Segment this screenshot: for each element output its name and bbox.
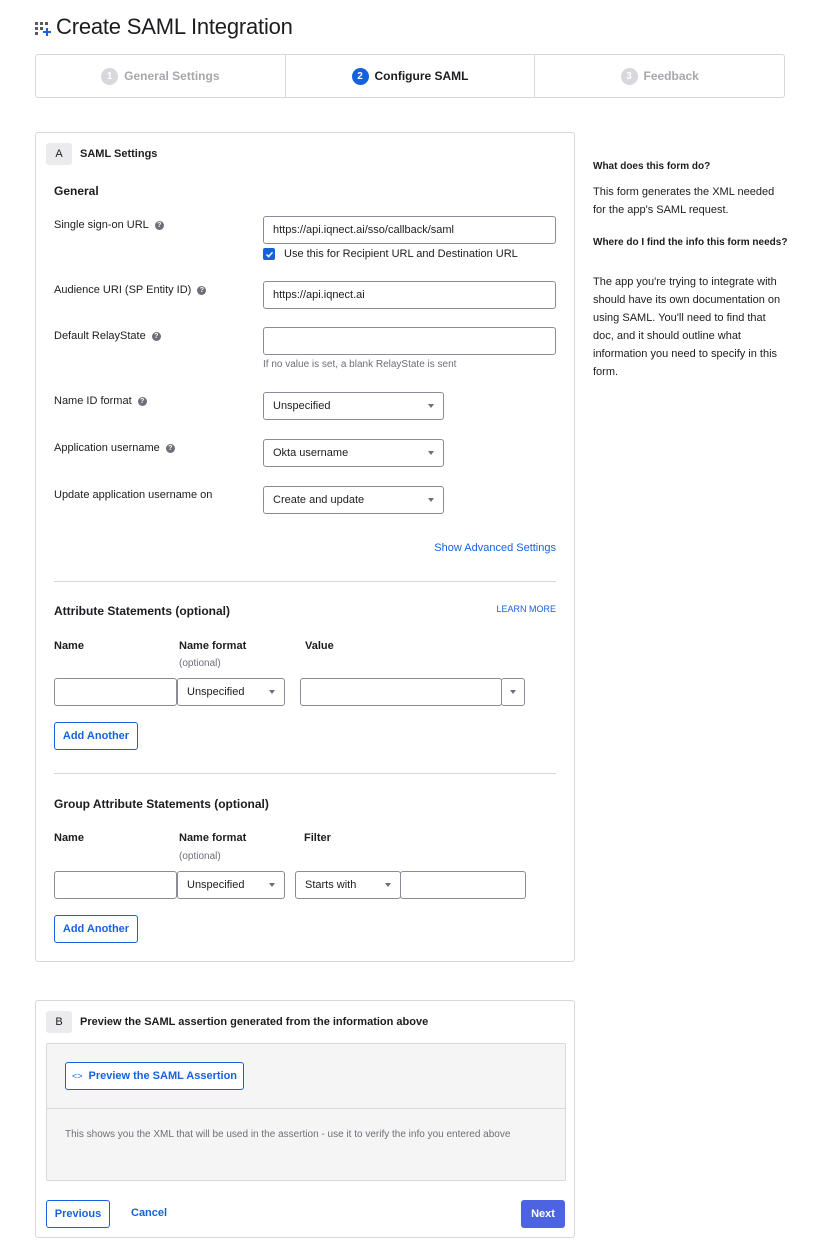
- attr-value-dropdown[interactable]: [501, 678, 525, 706]
- group-filter-value: Starts with: [305, 879, 357, 891]
- check-icon: [265, 250, 274, 259]
- audience-uri-input[interactable]: https://api.iqnect.ai: [263, 281, 556, 309]
- help-icon[interactable]: ?: [152, 332, 161, 341]
- attr-col-format: Name format: [179, 640, 247, 652]
- preview-description: This shows you the XML that will be used in the assertion - use it to verify the info you entered above: [65, 1129, 511, 1140]
- help-icon[interactable]: ?: [155, 221, 164, 230]
- group-col-filter: Filter: [304, 832, 331, 844]
- attr-col-value: Value: [305, 640, 334, 652]
- step-number: 1: [101, 68, 118, 85]
- chevron-down-icon: [269, 690, 275, 694]
- recipient-checkbox-row: [263, 248, 518, 260]
- group-format-select[interactable]: [177, 871, 285, 899]
- attr-col-name: Name: [54, 640, 84, 652]
- name-id-format-label: [54, 395, 147, 407]
- name-id-format-value: Unspecified: [273, 400, 331, 412]
- relay-state-label-text: Default RelayState: [54, 330, 146, 342]
- general-heading: General: [54, 184, 99, 198]
- update-username-select[interactable]: [263, 486, 444, 514]
- help-icon[interactable]: ?: [197, 286, 206, 295]
- step-number: 3: [621, 68, 638, 85]
- cancel-button[interactable]: Cancel: [131, 1207, 168, 1219]
- next-button[interactable]: Next: [521, 1200, 565, 1228]
- name-id-format-select[interactable]: [263, 392, 444, 420]
- step-number: 2: [352, 68, 369, 85]
- chevron-down-icon: [428, 451, 434, 455]
- recipient-checkbox[interactable]: [263, 248, 275, 260]
- help-icon[interactable]: ?: [166, 444, 175, 453]
- apps-add-icon: [34, 19, 52, 37]
- sidebar-question-2: Where do I find the info this form needs?: [593, 237, 788, 248]
- group-add-another-button[interactable]: Add Another: [54, 915, 138, 943]
- group-col-format: Name format: [179, 832, 247, 844]
- attr-value-input[interactable]: [300, 678, 502, 706]
- attribute-statements-heading: Attribute Statements (optional): [54, 604, 230, 618]
- chevron-down-icon: [428, 404, 434, 408]
- chevron-down-icon: [510, 690, 516, 694]
- step-feedback: [535, 55, 784, 97]
- app-username-select[interactable]: [263, 439, 444, 467]
- app-username-label-text: Application username: [54, 442, 160, 454]
- sso-url-label: [54, 219, 164, 231]
- relay-state-hint: If no value is set, a blank RelayState is sent: [263, 359, 457, 370]
- update-username-value: Create and update: [273, 494, 365, 506]
- group-col-format-sub: (optional): [179, 851, 221, 862]
- group-format-value: Unspecified: [187, 879, 245, 891]
- page-title: [34, 14, 293, 40]
- attr-format-select[interactable]: [177, 678, 285, 706]
- chevron-down-icon: [428, 498, 434, 502]
- step-configure-saml: [286, 55, 536, 97]
- attr-format-value: Unspecified: [187, 686, 245, 698]
- attr-col-format-sub: (optional): [179, 658, 221, 669]
- step-label: Configure SAML: [374, 69, 469, 83]
- divider: [54, 773, 556, 774]
- step-general-settings: [36, 55, 286, 97]
- app-username-label: [54, 442, 175, 454]
- group-filter-select[interactable]: [295, 871, 401, 899]
- preview-saml-button[interactable]: [65, 1062, 244, 1090]
- name-id-format-label-text: Name ID format: [54, 395, 132, 407]
- preview-saml-button-label: Preview the SAML Assertion: [88, 1070, 238, 1082]
- preview-panel: [46, 1043, 566, 1181]
- audience-uri-label-text: Audience URI (SP Entity ID): [54, 284, 192, 296]
- step-label: Feedback: [643, 69, 699, 83]
- wizard-stepper: [35, 54, 785, 98]
- sidebar-question-1: What does this form do?: [593, 161, 711, 172]
- section-title: SAML Settings: [80, 148, 158, 160]
- update-username-label: Update application username on: [54, 489, 213, 501]
- help-icon[interactable]: ?: [138, 397, 147, 406]
- group-attribute-statements-heading: Group Attribute Statements (optional): [54, 797, 269, 811]
- code-icon: <>: [71, 1071, 83, 1081]
- page-title-text: Create SAML Integration: [56, 14, 293, 39]
- chevron-down-icon: [269, 883, 275, 887]
- sidebar-answer-1: This form generates the XML needed for the app's SAML request.: [593, 186, 775, 216]
- group-filter-input[interactable]: [400, 871, 526, 899]
- sidebar-answer-2: The app you're trying to integrate with should have its own documentation on using SAML. You'll need to find that doc, and it should outline what information you need to specify in this form.: [593, 276, 781, 378]
- divider: [47, 1108, 565, 1109]
- section-badge: B: [46, 1011, 72, 1033]
- recipient-checkbox-label: Use this for Recipient URL and Destination URL: [284, 248, 518, 260]
- relay-state-input[interactable]: [263, 327, 556, 355]
- divider: [54, 581, 556, 582]
- section-title: Preview the SAML assertion generated from the information above: [80, 1016, 429, 1028]
- relay-state-label: [54, 330, 161, 342]
- group-col-name: Name: [54, 832, 84, 844]
- sso-url-label-text: Single sign-on URL: [54, 219, 149, 231]
- sso-url-input[interactable]: https://api.iqnect.ai/sso/callback/saml: [263, 216, 556, 244]
- section-badge: A: [46, 143, 72, 165]
- attr-add-another-button[interactable]: Add Another: [54, 722, 138, 750]
- app-username-value: Okta username: [273, 447, 349, 459]
- audience-uri-label: [54, 284, 206, 296]
- chevron-down-icon: [385, 883, 391, 887]
- attr-name-input[interactable]: [54, 678, 177, 706]
- group-name-input[interactable]: [54, 871, 177, 899]
- step-label: General Settings: [124, 69, 220, 83]
- learn-more-link[interactable]: LEARN MORE: [496, 604, 556, 614]
- saml-settings-card: [35, 132, 575, 962]
- show-advanced-settings-link[interactable]: Show Advanced Settings: [434, 542, 556, 554]
- previous-button[interactable]: Previous: [46, 1200, 110, 1228]
- preview-card: [35, 1000, 575, 1238]
